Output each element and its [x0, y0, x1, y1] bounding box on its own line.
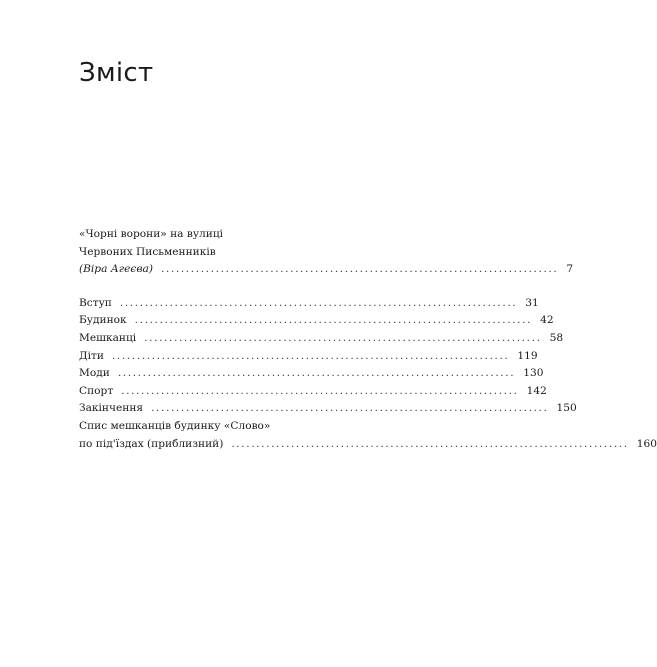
table-of-contents [79, 226, 657, 453]
toc-page-number: 31 [525, 296, 539, 309]
toc-page-number: 42 [540, 314, 554, 327]
dot-leader: ................................................................................ [111, 349, 510, 362]
page-title: Зміст [79, 58, 154, 88]
toc-entry-label: Спорт [79, 384, 114, 397]
toc-entry-label: Вступ [79, 296, 112, 309]
toc-entry-label: Моди [79, 367, 110, 380]
toc-entry [79, 365, 544, 383]
dot-leader: ................................................................................ [151, 402, 549, 415]
section-spacer [79, 279, 315, 295]
toc-entry-label: Мешканці [79, 331, 137, 344]
toc-appendix-line-1: Спис мешканців будинку «Слово» [79, 419, 271, 432]
toc-page-number: 142 [526, 384, 547, 397]
toc-entry-label: Закінчення [79, 402, 144, 415]
toc-page-number: 160 [636, 437, 657, 450]
toc-page-number: 7 [566, 263, 574, 276]
toc-entry [79, 383, 547, 401]
toc-preface-author: (Віра Агеєва) [79, 263, 153, 276]
toc-entry [79, 295, 539, 313]
toc-entries [79, 295, 577, 418]
dot-leader: ................................................................................ [121, 384, 519, 397]
toc-preface-line-2: Червоних Письменників [79, 245, 216, 258]
toc-entry-label: Діти [79, 349, 104, 362]
dot-leader: ................................................................................ [119, 296, 518, 309]
toc-entry [79, 348, 538, 366]
dot-leader: ................................................................................ [231, 437, 629, 450]
toc-entry [79, 312, 554, 330]
toc-entry [79, 330, 564, 348]
toc-appendix-entry [79, 436, 657, 454]
toc-page-number: 130 [523, 367, 544, 380]
dot-leader: ................................................................................ [134, 314, 533, 327]
dot-leader: ................................................................................ [144, 331, 542, 344]
toc-preface-entry [79, 261, 574, 279]
toc-preface-line-1: «Чорні ворони» на вулиці [79, 228, 224, 240]
dot-leader: ................................................................................ [117, 367, 516, 380]
toc-page-number: 58 [549, 331, 564, 344]
toc-page-number: 119 [517, 349, 538, 362]
toc-entry-label: Будинок [79, 314, 127, 327]
dot-leader: ................................................................................ [160, 263, 559, 276]
toc-entry [79, 400, 577, 418]
toc-appendix-label: по під'їздах (приблизний) [79, 437, 224, 450]
toc-page-number: 150 [556, 402, 577, 415]
